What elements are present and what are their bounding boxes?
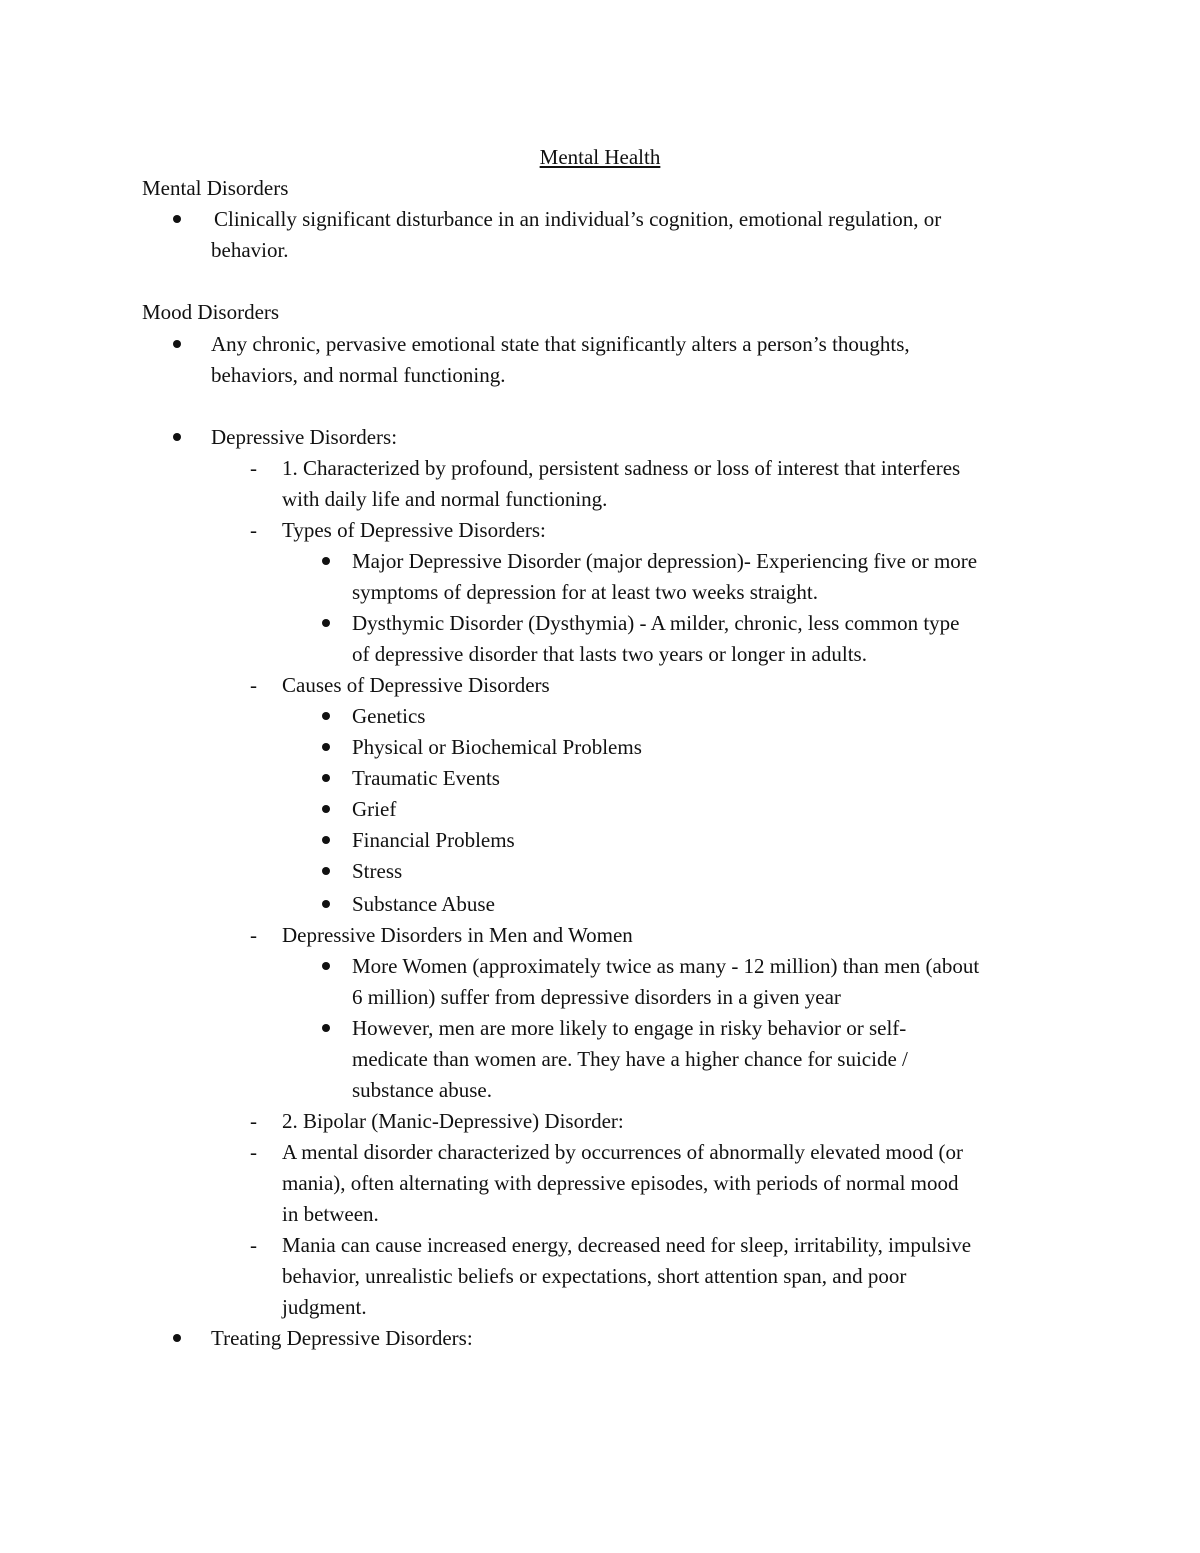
mania-line2: behavior, unrealistic beliefs or expectations, short attention span, and poor [282,1264,907,1288]
depressive-definition-line2: with daily life and normal functioning. [282,487,608,511]
cause-item: Physical or Biochemical Problems [352,735,642,759]
dysthymic-line2: of depressive disorder that lasts two years or longer in adults. [352,642,867,666]
bullet-icon [322,962,330,970]
more-women-line1: More Women (approximately twice as many - 12 million) than men (about [352,954,980,978]
however-line1: However, men are more likely to engage in risky behavior or self- [352,1016,907,1040]
bullet-icon [322,619,330,627]
bullet-icon [322,557,330,565]
depressive-definition-line1: 1. Characterized by profound, persistent sadness or loss of interest that interferes [282,456,961,480]
bullet-icon [322,900,330,908]
major-depressive-line1: Major Depressive Disorder (major depression)- Experiencing five or more [352,549,978,573]
dash-marker: - [250,1109,257,1133]
dash-marker: - [250,1140,257,1164]
causes-heading: Causes of Depressive Disorders [282,673,550,697]
section-heading-mood-disorders: Mood Disorders [142,300,280,324]
bullet-icon [173,433,181,441]
dysthymic-line1: Dysthymic Disorder (Dysthymia) - A milder, chronic, less common type [352,611,960,635]
however-line2: medicate than women are. They have a higher chance for suicide / [352,1047,908,1071]
bipolar-definition-line1: A mental disorder characterized by occurrences of abnormally elevated mood (or [282,1140,964,1164]
dash-marker: - [250,923,257,947]
depressive-disorders-heading: Depressive Disorders: [211,425,398,449]
mood-disorders-definition-line2: behaviors, and normal functioning. [211,363,506,387]
bipolar-heading: 2. Bipolar (Manic-Depressive) Disorder: [282,1109,624,1133]
types-heading: Types of Depressive Disorders: [282,518,546,542]
however-line3: substance abuse. [352,1078,492,1102]
cause-item: Grief [352,797,397,821]
bipolar-definition-line3: in between. [282,1202,379,1226]
bullet-icon [173,340,181,348]
cause-item: Traumatic Events [352,766,500,790]
dash-marker: - [250,518,257,542]
bullet-icon [322,743,330,751]
bullet-icon [322,805,330,813]
bullet-icon [322,836,330,844]
bullet-icon [322,712,330,720]
mood-disorders-definition-line1: Any chronic, pervasive emotional state that significantly alters a person’s thoughts, [211,332,910,356]
cause-item: Stress [352,859,403,883]
page-title: Mental Health [539,145,661,169]
bullet-icon [322,867,330,875]
dash-marker: - [250,673,257,697]
bullet-icon [322,774,330,782]
men-women-heading: Depressive Disorders in Men and Women [282,923,633,947]
dash-marker: - [250,456,257,480]
cause-item: Financial Problems [352,828,515,852]
bullet-icon [173,215,181,223]
dash-marker: - [250,1233,257,1257]
mania-line3: judgment. [282,1295,367,1319]
cause-item: Substance Abuse [352,892,495,916]
bullet-icon [173,1334,181,1342]
section-heading-mental-disorders: Mental Disorders [142,176,289,200]
mental-disorders-definition-line2: behavior. [211,238,289,262]
treating-heading: Treating Depressive Disorders: [211,1326,473,1350]
bullet-icon [322,1024,330,1032]
mania-line1: Mania can cause increased energy, decreased need for sleep, irritability, impulsive [282,1233,972,1257]
mental-disorders-definition-line1: Clinically significant disturbance in an individual’s cognition, emotional regulation, or [214,207,942,231]
bipolar-definition-line2: mania), often alternating with depressive episodes, with periods of normal mood [282,1171,959,1195]
cause-item: Genetics [352,704,426,728]
major-depressive-line2: symptoms of depression for at least two weeks straight. [352,580,818,604]
more-women-line2: 6 million) suffer from depressive disorders in a given year [352,985,841,1009]
